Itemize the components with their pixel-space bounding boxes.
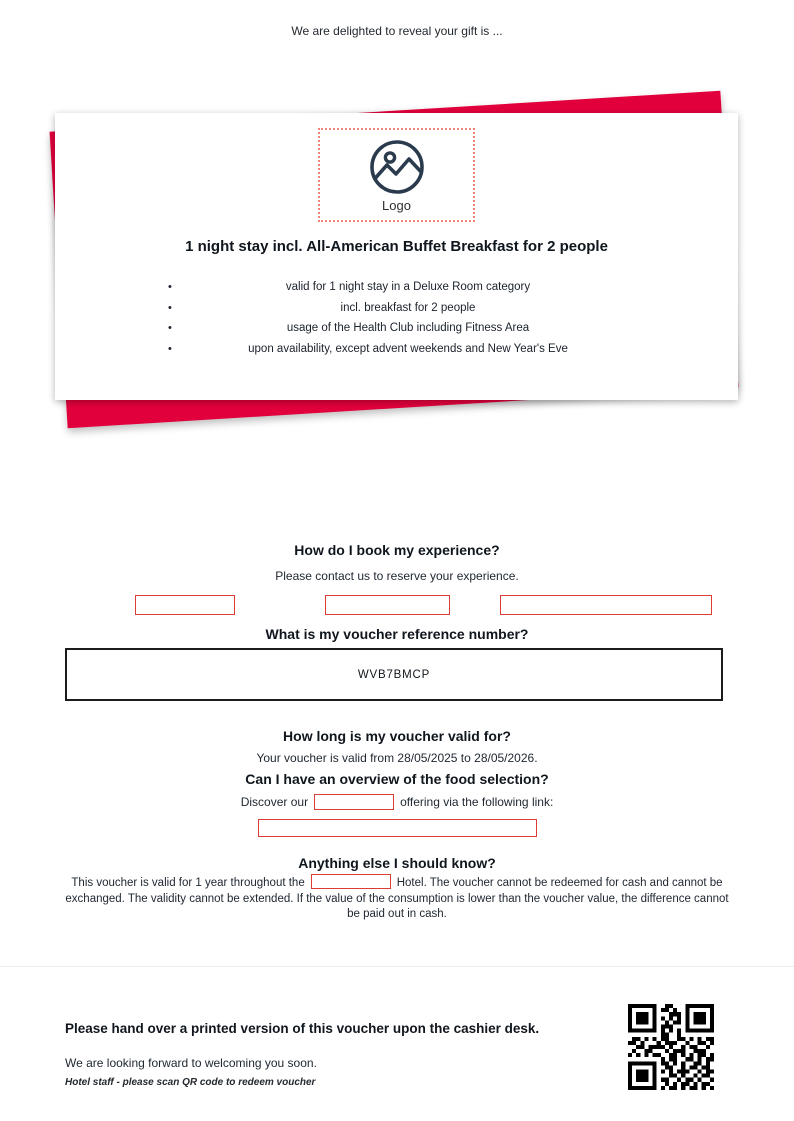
validity-heading: How long is my voucher valid for? <box>283 728 511 744</box>
food-line <box>0 794 794 810</box>
reveal-text: We are delighted to reveal your gift is ... <box>291 24 503 38</box>
redacted-contact-box-1[interactable] <box>135 595 235 615</box>
page-divider <box>0 966 794 967</box>
food-text-after: offering via the following link: <box>400 795 554 809</box>
food-text-before: Discover our <box>240 795 309 809</box>
logo-label: Logo <box>382 197 411 213</box>
validity-text: Your voucher is valid from 28/05/2025 to 28/05/2026. <box>256 751 538 765</box>
booking-heading: How do I book my experience? <box>294 542 500 558</box>
qr-code <box>628 1004 714 1090</box>
reference-number: WVB7BMCP <box>357 668 431 681</box>
benefit-item: • usage of the Health Club including Fitness Area <box>156 323 636 335</box>
contact-redaction-row <box>135 595 712 615</box>
redacted-contact-box-2[interactable] <box>325 595 450 615</box>
reference-heading: What is my voucher reference number? <box>265 626 529 642</box>
redacted-food-name-box <box>314 794 394 810</box>
benefit-item: • incl. breakfast for 2 people <box>156 303 636 315</box>
redacted-link-box[interactable] <box>258 819 537 837</box>
welcome-text: We are looking forward to welcoming you soon. <box>65 1056 317 1070</box>
redacted-hotel-name-box <box>311 874 391 889</box>
redacted-contact-box-3[interactable] <box>500 595 712 615</box>
notes-paragraph <box>64 874 730 923</box>
notes-text-after: Hotel. The voucher cannot be redeemed for cash and cannot be exchanged. The validity cannot be extended. If the value of the consumption is lower than the voucher value, the difference cannot be paid out in cash. <box>65 877 729 920</box>
booking-subtext: Please contact us to reserve your experience. <box>275 569 519 583</box>
notes-text-before: This voucher is valid for 1 year throughout the <box>71 877 305 889</box>
benefit-item: • valid for 1 night stay in a Deluxe Room category <box>156 282 636 294</box>
notes-heading: Anything else I should know? <box>298 855 496 871</box>
handover-note: Please hand over a printed version of this voucher upon the cashier desk. <box>65 1021 540 1036</box>
benefit-item: • upon availability, except advent weekends and New Year's Eve <box>156 344 636 356</box>
staff-note: Hotel staff - please scan QR code to redeem voucher <box>65 1077 316 1088</box>
voucher-title: 1 night stay incl. All-American Buffet Breakfast for 2 people <box>185 238 608 255</box>
food-heading: Can I have an overview of the food selection? <box>245 771 549 787</box>
reference-number-box <box>65 648 723 701</box>
